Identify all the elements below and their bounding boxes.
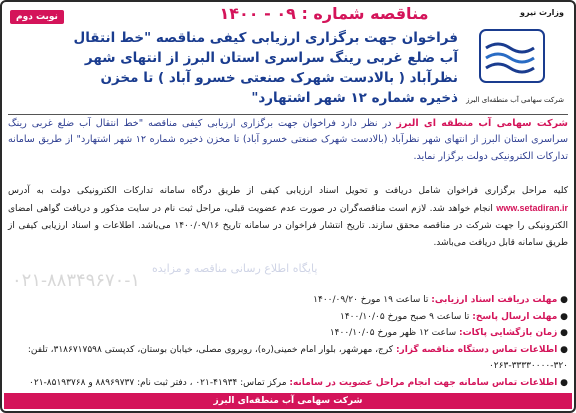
detail-item: ● اطلاعات تماس دستگاه مناقصه گزار: کرج، مهرشهر، بلوار امام خمینی(ره)، روبروی مصلی، خیابان بوستان، کدپستی ۳۱۸۶۷۱۷۵۹۸، تلفن: ۳۲۰-۳۳۳۳۰۰۰۰-۰۲۶۳: [27, 344, 568, 371]
intro-text: در نظر دارد فراخوان جهت برگزاری ارزیابی کیفی مناقصه "خط انتقال آب ضلع غربی رینگ سراسری استان البرز از انتهای شهر نظرآباد (بالادست شهرک صنعتی خسرو آباد) تا مخزن ذخیره شماره ۱۲ شهر اشتهارد" از طریق سامانه تدارکات الکترونیکی دولت برگزار نماید.: [8, 118, 569, 162]
body-text-1: کلیه مراحل برگزاری فراخوان شامل دریافت و تحویل اسناد ارزیابی کیفی از طریق درگاه سامانه تدارکات الکترونیکی دولت به آدرس: [8, 186, 568, 196]
phone-watermark: ۰۲۱-۸۸۳۴۹۶۷۰-۱: [12, 270, 141, 290]
intro-paragraph: [8, 116, 568, 165]
divider: [8, 114, 568, 115]
detail-item: ● اطلاعات تماس سامانه جهت انجام مراحل عضویت در سامانه: مرکز تماس: ۴۱۹۳۴-۰۲۱ ، دفتر ثبت نام: ۸۸۹۶۹۷۳۷ و ۸۵۱۹۳۷۶۸-۰۲۱: [29, 377, 568, 388]
company-label: شرکت سهامی آب منطقه‌ای البرز: [466, 96, 564, 104]
tender-number: مناقصه شماره : ۰۹ - ۱۴۰۰: [219, 4, 429, 23]
body-text-2: انجام خواهد شد. لازم است مناقصه‌گران در صورت عدم عضویت قبلی، مراحل ثبت نام در سایت مذکور و دریافت گواهی امضای الکترونیکی را جهت شرکت در مناقصه محقق سازند. تاریخ انتشار فراخوان در سامانه تاریخ ۱۴۰۰/۰۹/۱۶ می‌باشد. اطلاعات و اسناد ارزیابی کیفی از طریق سامانه قابل دریافت می‌باشد.: [8, 204, 568, 248]
detail-item: ● زمان بازگشایی پاکات: ساعت ۱۲ ظهر مورخ ۱۴۰۰/۱۰/۰۵: [329, 328, 568, 338]
watermark-text: پایگاه اطلاع رسانی مناقصه و مزایده: [152, 262, 318, 275]
round-badge: نوبت دوم: [10, 10, 64, 24]
ministry-label: وزارت نیرو: [520, 8, 564, 17]
company-logo: [444, 8, 564, 108]
footer-company: شرکت سهامی آب منطقه‌ای البرز: [4, 393, 572, 409]
website-link[interactable]: www.setadiran.ir: [496, 203, 568, 213]
intro-company: شرکت سهامی آب منطقه ای البرز: [396, 118, 568, 129]
body-paragraph: [8, 183, 568, 252]
details-list: [8, 292, 568, 391]
water-logo-icon: [476, 26, 548, 86]
detail-item: ● مهلت دریافت اسناد ارزیابی: تا ساعت ۱۹ مورخ ۱۴۰۰/۰۹/۲۰: [313, 295, 568, 305]
detail-item: ● مهلت ارسال پاسخ: تا ساعت ۹ صبح مورخ ۱۴۰۰/۱۰/۰۵: [339, 311, 568, 322]
ad-title: فراخوان جهت برگزاری ارزیابی کیفی مناقصه "خط انتقال آب ضلع غربی رینگ سراسری استان البرز از انتهای شهر نظرآباد ( بالادست شهرک صنعتی خسرو آباد ) تا مخزن ذخیره شماره ۱۲ شهر اشتهارد": [73, 30, 458, 106]
